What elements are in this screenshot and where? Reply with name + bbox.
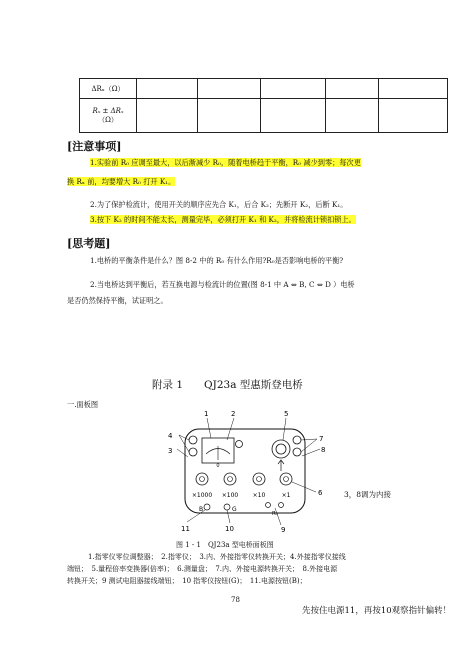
panel-outline: [185, 429, 305, 513]
notes-heading: [注意事项]: [67, 140, 122, 153]
table-cell: [137, 79, 198, 99]
table-cell: [261, 99, 326, 133]
power-button: [204, 504, 210, 510]
galvanometer-button: [224, 504, 230, 510]
rx-terminal-a: [266, 503, 271, 508]
note-1-line2: 换 Rₓ 前，均要增大 R₀ 打开 K₁。: [67, 177, 176, 186]
table-cell: [198, 79, 261, 99]
row-label-rx-result: [80, 99, 137, 133]
callout-8: 8: [321, 446, 326, 454]
note-1-line1: 1.实验前 R₀ 应调至最大，以后渐减少 R₀，随着电桥趋于平衡，R₀ 减少到零；每次更: [90, 158, 361, 167]
terminal-4a: [189, 436, 197, 444]
callout-3: 3: [168, 447, 173, 455]
dial-x1000: [196, 473, 208, 485]
row-label-delta-rx: ΔRₓ（Ω）: [80, 79, 137, 99]
button-b-label: B: [199, 506, 204, 513]
table-cell: [261, 79, 326, 99]
dial-x100: [224, 473, 236, 485]
button-g-label: G: [232, 506, 237, 513]
zero-adjuster: [236, 441, 243, 448]
bridge-panel-diagram: [155, 405, 345, 535]
questions-heading: [思考题]: [67, 237, 111, 250]
dial-label-x1000: ×1000: [191, 492, 213, 499]
legend-line-3: 转换开关；9 测试电阻器接线端钮； 10 指零仪按钮(G)； 11.电源按钮(B)；: [67, 577, 307, 585]
table-cell: [326, 79, 379, 99]
dial-label-x10: ×10: [252, 492, 266, 499]
dial-x10: [253, 473, 265, 485]
note-3: 3.按下 K₂ 的时间不能太长，测量完毕，必须打开 K₁ 和 K₂，并将检流计锁扣锁上。: [90, 215, 356, 224]
callout-4: 4: [168, 432, 173, 440]
dial-label-x1: ×1: [281, 492, 291, 499]
question-1: 1.电桥的平衡条件是什么？图 8-2 中的 R₀ 有什么作用?R₀是否影响电桥的平衡?: [90, 256, 344, 265]
dial-x1: [280, 473, 292, 485]
terminal-7a: [293, 436, 301, 444]
appendix-title: 附录 1 QJ23a 型惠斯登电桥: [152, 379, 303, 391]
appendix-subtitle: 一.面板图: [67, 400, 99, 409]
callout-10: 10: [225, 525, 234, 533]
meter-zero-label: 0: [216, 463, 220, 469]
table-cell: [326, 99, 379, 133]
note-2: 2.为了保护检流计，使用开关的顺序应先合 K₁，后合 K₂；先断开 K₂，后断 K₁。: [90, 200, 348, 209]
figure-legend: [67, 551, 346, 587]
legend-line-2: 端钮； 5.量程倍率变换器(倍率)； 6.测量盘； 7.内、外接电源转换开关； 8.外接电源: [67, 565, 338, 573]
callout-9: 9: [281, 526, 286, 534]
rx-label: Rₓ: [272, 511, 279, 517]
terminal-7b: [293, 448, 301, 456]
page-number: 78: [231, 596, 240, 604]
dial-label-x100: ×100: [221, 492, 239, 499]
callout-5: 5: [284, 410, 289, 418]
results-table: [79, 78, 448, 133]
callout-11: 11: [181, 525, 190, 533]
question-2-line1: 2.当电桥达到平衡后，若互换电源与检流计的位置(图 8-1 中 A ⇔ B, C ⇔ D ）电桥: [90, 280, 355, 289]
figure-caption: 图 1 - 1 QJ23a 型电桥面板图: [176, 541, 274, 549]
table-cell: [379, 99, 448, 133]
legend-line-1: 1.指零仪零位调整器； 2.指零仪； 3.内、外接指零仪转换开关；4.外接指零仪接线: [88, 553, 346, 561]
range-multiplier-inner: [276, 444, 286, 454]
callout-7: 7: [319, 435, 324, 443]
range-multiplier-outer: [272, 440, 290, 458]
table-cell: [198, 99, 261, 133]
terminal-4b: [189, 448, 197, 456]
bottom-note: 先按住电源11，再按10观察指针偏转！: [302, 606, 452, 616]
rx-terminal-b: [279, 503, 284, 508]
callout-2: 2: [231, 410, 236, 418]
table-cell: [379, 79, 448, 99]
table-cell: [137, 99, 198, 133]
row-label-line1: Rₓ ± ΔRₓ: [92, 106, 124, 115]
callout-1: 1: [204, 410, 209, 418]
callout-6: 6: [318, 489, 323, 497]
annotation-internal: 3，8调为内接: [344, 490, 392, 499]
question-2-line2: 是否仍然保持平衡，试证明之。: [67, 296, 168, 305]
row-label-line2: （Ω）: [98, 115, 118, 124]
